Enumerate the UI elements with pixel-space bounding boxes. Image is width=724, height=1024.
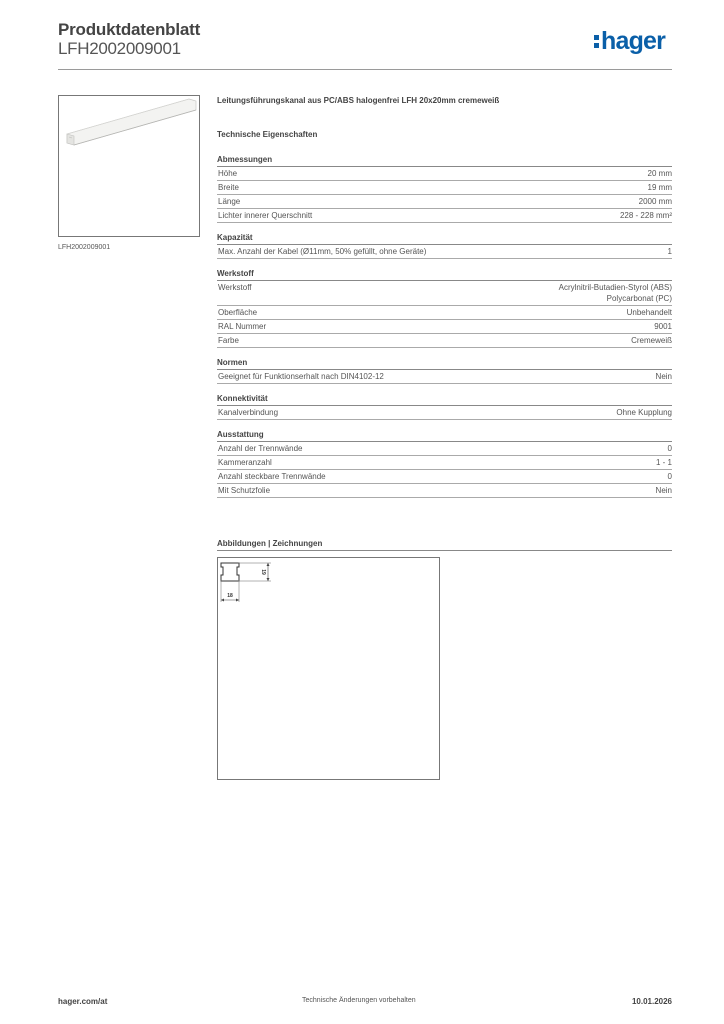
property-label: Kanalverbindung (218, 408, 279, 417)
property-label: Oberfläche (218, 308, 258, 317)
property-row (217, 245, 672, 259)
property-label: Lichter innerer Querschnitt (218, 211, 313, 220)
property-row (217, 195, 672, 209)
property-value: 2000 mm (638, 197, 672, 206)
cable-duct-illustration (59, 96, 199, 236)
dimension-width-label: 18 (227, 593, 233, 599)
property-row (217, 281, 672, 306)
property-value (559, 282, 672, 304)
logo-dots-icon (594, 35, 599, 51)
section-title: Normen (217, 357, 672, 370)
dimension-height-label: 19 (260, 569, 266, 575)
property-value: Unbehandelt (626, 308, 672, 317)
property-row (217, 442, 672, 456)
product-image (58, 95, 200, 237)
property-row (217, 334, 672, 348)
property-value: 20 mm (647, 169, 672, 178)
property-value: 1 - 1 (655, 458, 672, 467)
section-normen (217, 357, 672, 384)
article-number: LFH2002009001 (58, 39, 181, 58)
footer-date: 10.01.2026 (631, 997, 672, 1006)
property-row (217, 456, 672, 470)
property-row (217, 181, 672, 195)
footer-website-link[interactable]: hager.com/at (58, 997, 108, 1006)
property-label: Mit Schutzfolie (218, 486, 271, 495)
property-label: RAL Nummer (218, 322, 267, 331)
property-value: Nein (655, 486, 672, 495)
property-value: 0 (667, 444, 672, 453)
page-title: Produktdatenblatt (58, 20, 201, 39)
property-value: 0 (667, 472, 672, 481)
product-description: Leitungsführungskanal aus PC/ABS halogenfrei LFH 20x20mm cremeweiß (217, 96, 500, 105)
property-label: Anzahl steckbare Trennwände (218, 472, 326, 481)
property-value: 19 mm (647, 183, 672, 192)
property-value-line: Polycarbonat (PC) (606, 294, 672, 303)
property-row (217, 167, 672, 181)
property-label: Kammeranzahl (218, 458, 272, 467)
section-title: Kapazität (217, 232, 672, 245)
hager-logo (594, 29, 665, 54)
property-label: Anzahl der Trennwände (218, 444, 303, 453)
property-label: Länge (218, 197, 241, 206)
product-details (217, 95, 672, 498)
section-title: Konnektivität (217, 393, 672, 406)
property-row (217, 209, 672, 223)
section-ausstattung (217, 429, 672, 498)
section-werkstoff (217, 268, 672, 348)
property-label: Breite (218, 183, 239, 192)
property-label: Max. Anzahl der Kabel (Ø11mm, 50% gefüllt, ohne Geräte) (218, 247, 427, 256)
section-title: Werkstoff (217, 268, 672, 281)
property-row (217, 306, 672, 320)
property-value: Ohne Kupplung (616, 408, 672, 417)
section-abmessungen (217, 154, 672, 223)
cross-section-drawing (218, 558, 439, 779)
technical-drawing (217, 557, 440, 780)
property-label: Geeignet für Funktionserhalt nach DIN4102-12 (218, 372, 384, 381)
section-kapazitaet (217, 232, 672, 259)
section-title: Abmessungen (217, 154, 672, 167)
property-row (217, 484, 672, 498)
property-row (217, 370, 672, 384)
technical-properties-heading: Technische Eigenschaften (217, 130, 318, 139)
header-divider (58, 69, 672, 70)
logo-text: hager (601, 27, 666, 55)
property-value: 228 - 228 mm² (619, 211, 672, 220)
section-title: Ausstattung (217, 429, 672, 442)
drawings-heading: Abbildungen | Zeichnungen (217, 538, 672, 551)
property-row (217, 406, 672, 420)
property-label: Werkstoff (218, 283, 252, 292)
property-label: Farbe (218, 336, 239, 345)
property-value: Cremeweiß (631, 336, 672, 345)
footer-disclaimer: Technische Änderungen vorbehalten (302, 997, 416, 1004)
property-label: Höhe (218, 169, 238, 178)
property-value: 9001 (654, 322, 672, 331)
property-value: 1 (667, 247, 672, 256)
section-konnektivitaet (217, 393, 672, 420)
property-row (217, 470, 672, 484)
image-caption: LFH2002009001 (58, 244, 111, 251)
property-value: Nein (655, 372, 672, 381)
property-value-line: Acrylnitril-Butadien-Styrol (ABS) (558, 283, 672, 292)
property-row (217, 320, 672, 334)
